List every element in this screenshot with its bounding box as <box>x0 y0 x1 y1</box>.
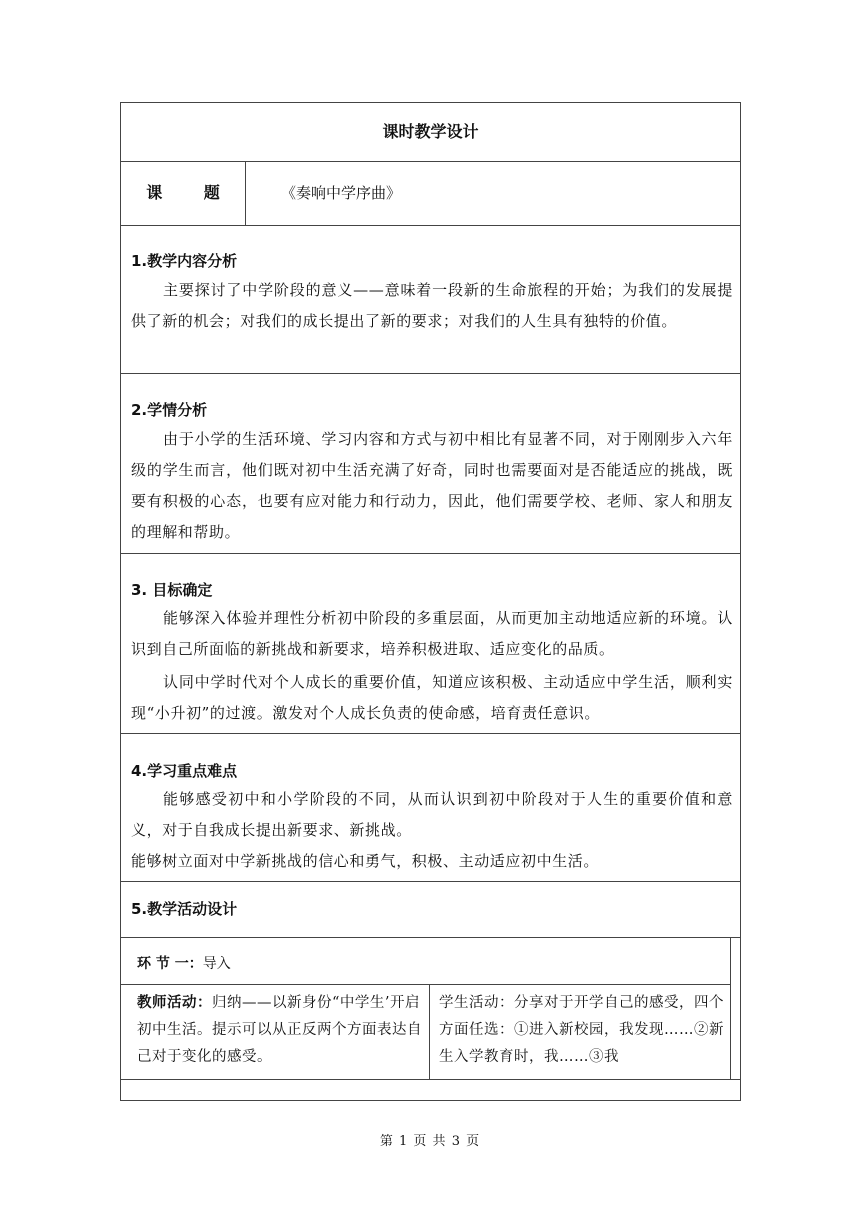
teacher-activity-text: 归纳——以新身份“中学生’开启初中生活。提示可以从正反两个方面表达自己对于变化的感受。 <box>137 995 422 1065</box>
column-divider <box>730 937 731 1080</box>
row-divider <box>121 984 610 985</box>
row-divider <box>121 881 740 882</box>
row-divider <box>121 733 740 734</box>
lesson-design-table <box>120 102 741 1101</box>
section-heading: 5.教学活动设计 <box>131 900 238 918</box>
section-heading: 2.学情分析 <box>131 401 208 419</box>
stage-name: 导入 <box>202 956 231 972</box>
stage-label: 环 节 一： <box>137 956 203 972</box>
row-divider <box>121 937 740 938</box>
row-divider <box>121 373 740 374</box>
topic-label: 课 题 <box>146 183 238 202</box>
row-divider <box>121 553 740 554</box>
section-paragraph: 能够深入体验并理性分析初中阶段的多重层面，从而更加主动地适应新的环境。认识到自己所面临的新挑战和新要求，培养积极进取、适应变化的品质。 <box>131 609 733 658</box>
stage-heading <box>137 953 231 973</box>
student-activity <box>439 990 727 1071</box>
column-divider <box>429 984 430 1079</box>
section-paragraph: 能够树立面对中学新挑战的信心和勇气，积极、主动适应初中生活。 <box>131 852 600 870</box>
page-footer: 第 1 页 共 3 页 <box>379 1134 481 1149</box>
student-activity-text: 分享对于开学自己的感受，四个方面任选：①进入新校园，我发现……②新生入学教育时，我……③我 <box>439 995 724 1065</box>
topic-value: 《奏响中学序曲》 <box>281 184 402 202</box>
teacher-activity-label: 教师活动： <box>137 995 212 1011</box>
student-activity-label: 学生活动： <box>439 995 514 1011</box>
section-heading: 1.教学内容分析 <box>131 252 238 270</box>
row-divider <box>121 1079 740 1080</box>
row-divider <box>121 225 740 226</box>
column-divider <box>245 161 246 225</box>
teacher-activity <box>137 990 427 1071</box>
section-heading: 3. 目标确定 <box>131 581 213 599</box>
section-paragraph: 主要探讨了中学阶段的意义——意味着一段新的生命旅程的开始；为我们的发展提供了新的机会；对我们的成长提出了新的要求；对我们的人生具有独特的价值。 <box>131 281 733 330</box>
section-heading: 4.学习重点难点 <box>131 762 238 780</box>
section-paragraph: 由于小学的生活环境、学习内容和方式与初中相比有显著不同，对于刚刚步入六年级的学生而言，他们既对初中生活充满了好奇，同时也需要面对是否能适应的挑战，既要有积极的心态，也要有应对能力和行动力，因此，他们需要学校、老师、家人和朋友的理解和帮助。 <box>131 430 733 541</box>
row-divider <box>610 984 730 985</box>
table-title: 课时教学设计 <box>382 122 479 141</box>
section-paragraph: 认同中学时代对个人成长的重要价值，知道应该积极、主动适应中学生活，顺利实现“小升初”的过渡。激发对个人成长负责的使命感，培育责任意识。 <box>131 673 733 722</box>
section-paragraph: 能够感受初中和小学阶段的不同，从而认识到初中阶段对于人生的重要价值和意义，对于自我成长提出新要求、新挑战。 <box>131 790 733 839</box>
